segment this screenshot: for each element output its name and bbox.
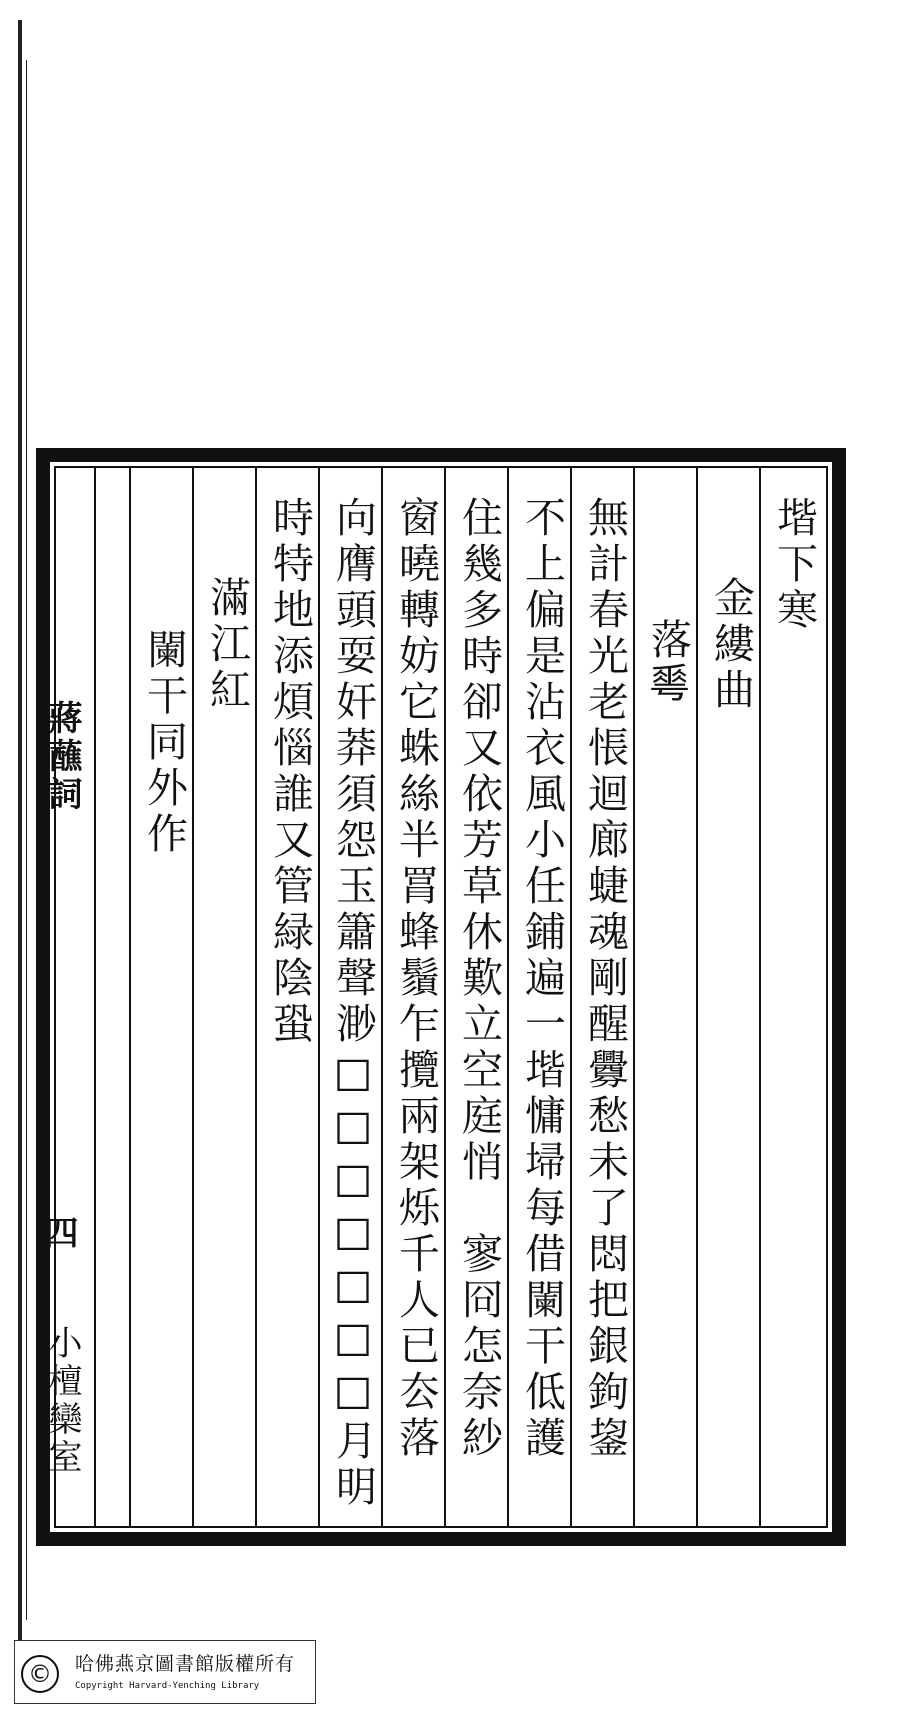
column-rule <box>381 468 383 1526</box>
copyright-symbol: © <box>21 1655 59 1693</box>
copyright-chinese: 哈佛燕京圖書館版權所有 <box>75 1653 296 1675</box>
binding-edge-inner <box>26 60 27 1620</box>
column-rule <box>192 468 194 1526</box>
book-title: 蔣蘸詞 <box>42 700 82 814</box>
column-rule <box>444 468 446 1526</box>
column-5: 不上偏是沾衣風小任鋪遍一堦慵埽每借闌干低護 <box>518 496 566 1462</box>
page-frame-inner <box>54 466 828 1528</box>
column-rule <box>255 468 257 1526</box>
column-6: 住幾多時卻又依芳草休歎立空庭悄 寥冏怎奈紗 <box>455 496 503 1462</box>
copyright-stamp <box>14 1640 316 1704</box>
column-rule <box>633 468 635 1526</box>
column-rule <box>129 468 131 1526</box>
column-rule <box>759 468 761 1526</box>
copyright-english: Copyright Harvard-Yenching Library <box>75 1681 260 1691</box>
column-3: 落𠌶 <box>644 618 692 710</box>
column-8: 向膺頭耍奸莽須怨玉簫聲渺□□□□□□□月明 <box>329 496 377 1511</box>
column-rule <box>696 468 698 1526</box>
studio-name: 小檀欒室 <box>42 1325 82 1477</box>
column-9: 時特地添煩惱誰又管緑陰蛩 <box>266 496 314 1048</box>
margin-rule <box>94 468 96 1526</box>
column-2: 金縷曲 <box>707 576 755 714</box>
page-frame <box>36 448 846 1546</box>
page-number: 四 <box>38 1215 78 1253</box>
column-rule <box>318 468 320 1526</box>
column-1: 堦下寒 <box>770 496 818 634</box>
column-4: 無計春光老悵迴廊蜨魂剛醒釁愁未了悶把銀鉤鋆 <box>581 496 629 1462</box>
column-rule <box>570 468 572 1526</box>
column-7: 窗曉轉妨它蛛絲半罥蜂鬚乍攬兩架烁千人已厺落 <box>392 496 440 1462</box>
binding-edge <box>18 20 22 1640</box>
column-rule <box>507 468 509 1526</box>
column-11: 闌干同外作 <box>140 628 188 858</box>
column-10: 滿江紅 <box>203 576 251 714</box>
